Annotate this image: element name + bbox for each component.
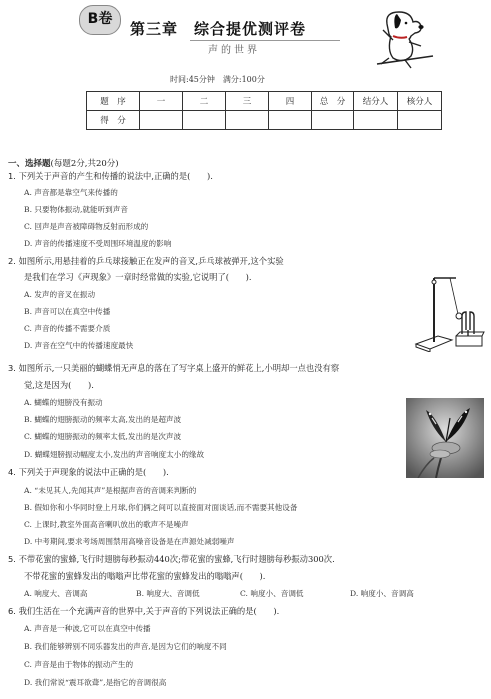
table-cell: 三 bbox=[226, 92, 269, 111]
table-cell: 一 bbox=[140, 92, 183, 111]
question-number: 1. bbox=[8, 171, 16, 181]
option-b[interactable]: B. 假如你和小华同时登上月球,你们俩之间可以直接面对面谈话,而不需要其他设备 bbox=[24, 503, 298, 512]
volume-badge: B卷 bbox=[79, 5, 121, 35]
table-cell: 二 bbox=[183, 92, 226, 111]
option-b[interactable]: B. 声音可以在真空中传播 bbox=[24, 307, 111, 316]
option-d[interactable]: D. 声音在空气中的传播速度最快 bbox=[24, 341, 134, 350]
option-c[interactable]: C. 上课时,教室外面高音喇叭放出的歌声不是噪声 bbox=[24, 520, 189, 529]
question-number: 3. bbox=[8, 363, 16, 373]
option-a[interactable]: A. “未见其人,先闻其声”是根据声音的音调来判断的 bbox=[24, 486, 197, 495]
option-a[interactable]: A. 响度大、音调高 bbox=[24, 589, 88, 598]
question-number: 6. bbox=[8, 606, 16, 616]
option-d[interactable]: D. 声音的传播速度不受周围环境温度的影响 bbox=[24, 239, 172, 248]
option-d[interactable]: D. 中考期间,要求考场周围禁用高噪音设备是在声源处减弱噪声 bbox=[24, 537, 235, 546]
question-stem-continued: 是我们在学习《声现象》一章时经常做的实验,它说明了( ). bbox=[24, 272, 252, 282]
question-2 bbox=[8, 256, 284, 267]
table-cell: 结分人 bbox=[354, 92, 398, 111]
option-c[interactable]: C. 回声是声音被障碍物反射而形成的 bbox=[24, 222, 149, 231]
score-table bbox=[86, 91, 442, 130]
option-a[interactable]: A. 声音都是靠空气来传播的 bbox=[24, 188, 118, 197]
question-stem: 不带花蜜的蜜蜂,飞行时翅膀每秒振动440次;带花蜜的蜜蜂,飞行时翅膀每秒振动300次. bbox=[18, 554, 335, 564]
section-title: 一、选择题 bbox=[8, 159, 51, 169]
question-1 bbox=[8, 171, 213, 182]
option-d[interactable]: D. 响度小、音调高 bbox=[350, 589, 414, 598]
question-stem: 下列关于声现象的说法中正确的是( ). bbox=[18, 467, 169, 477]
score-input-cell[interactable] bbox=[398, 111, 442, 130]
section-heading bbox=[8, 157, 119, 169]
question-6 bbox=[8, 606, 279, 617]
question-number: 2. bbox=[8, 256, 16, 266]
butterfly-on-flower-photo bbox=[406, 398, 484, 478]
option-c[interactable]: C. 响度小、音调低 bbox=[240, 589, 304, 598]
table-cell: 四 bbox=[269, 92, 312, 111]
score-input-cell[interactable] bbox=[269, 111, 312, 130]
tuning-fork-apparatus-figure bbox=[408, 270, 486, 352]
subtitle: 声的世界 bbox=[208, 45, 260, 56]
question-stem-continued: 觉,这是因为( ). bbox=[24, 380, 94, 390]
question-stem: 如图所示,用悬挂着的乒乓球接触正在发声的音叉,乒乓球被弹开,这个实验 bbox=[18, 256, 284, 266]
option-c[interactable]: C. 声音的传播不需要介质 bbox=[24, 324, 111, 333]
question-stem: 如图所示,一只美丽的蝴蝶悄无声息的落在了写字桌上盛开的鲜花上,小明却一点也没有察 bbox=[18, 363, 340, 373]
question-number: 5. bbox=[8, 554, 16, 564]
time-and-full-score: 时间:45分钟 满分:100分 bbox=[170, 75, 265, 84]
section-note: (每题2分,共20分) bbox=[50, 159, 119, 169]
option-b[interactable]: B. 我们能够辨别不同乐器发出的声音,是因为它们的响度不同 bbox=[24, 642, 227, 651]
question-stem-continued: 不带花蜜的蜜蜂发出的嗡嗡声比带花蜜的蜜蜂发出的嗡嗡声( ). bbox=[24, 571, 266, 581]
score-table-header-row bbox=[87, 92, 442, 111]
score-input-cell[interactable] bbox=[183, 111, 226, 130]
question-stem: 我们生活在一个充满声音的世界中,关于声音的下列说法正确的是( ). bbox=[18, 606, 280, 616]
option-b[interactable]: B. 响度大、音调低 bbox=[136, 589, 200, 598]
score-input-cell[interactable] bbox=[226, 111, 269, 130]
option-a[interactable]: A. 发声的音叉在振动 bbox=[24, 290, 96, 299]
question-3 bbox=[8, 363, 339, 374]
score-table-score-row bbox=[87, 111, 442, 130]
mascot-dog-illustration bbox=[373, 6, 437, 70]
option-a[interactable]: A. 声音是一种波,它可以在真空中传播 bbox=[24, 624, 151, 633]
option-c[interactable]: C. 声音是由于物体的振动产生的 bbox=[24, 660, 134, 669]
table-cell: 总 分 bbox=[312, 92, 354, 111]
option-d[interactable]: D. 蝴蝶翅膀振动幅度太小,发出的声音响度太小的缘故 bbox=[24, 450, 205, 459]
score-input-cell[interactable] bbox=[140, 111, 183, 130]
option-a[interactable]: A. 蝴蝶的翅膀没有振动 bbox=[24, 398, 103, 407]
option-d[interactable]: D. 我们常说“震耳欲聋”,是指它的音调很高 bbox=[24, 678, 167, 687]
table-cell: 核分人 bbox=[398, 92, 442, 111]
question-5 bbox=[8, 554, 335, 565]
option-b[interactable]: B. 只要物体振动,就能听到声音 bbox=[24, 205, 128, 214]
table-cell: 题 序 bbox=[87, 92, 140, 111]
question-number: 4. bbox=[8, 467, 16, 477]
option-b[interactable]: B. 蝴蝶的翅膀振动的频率太高,发出的是超声波 bbox=[24, 415, 182, 424]
option-c[interactable]: C. 蝴蝶的翅膀振动的频率太低,发出的是次声波 bbox=[24, 432, 182, 441]
table-cell: 得 分 bbox=[87, 111, 140, 130]
question-stem: 下列关于声音的产生和传播的说法中,正确的是( ). bbox=[18, 171, 213, 181]
page-title: 第三章 综合提优测评卷 bbox=[130, 20, 307, 38]
score-input-cell[interactable] bbox=[312, 111, 354, 130]
question-4 bbox=[8, 467, 169, 478]
score-input-cell[interactable] bbox=[354, 111, 398, 130]
